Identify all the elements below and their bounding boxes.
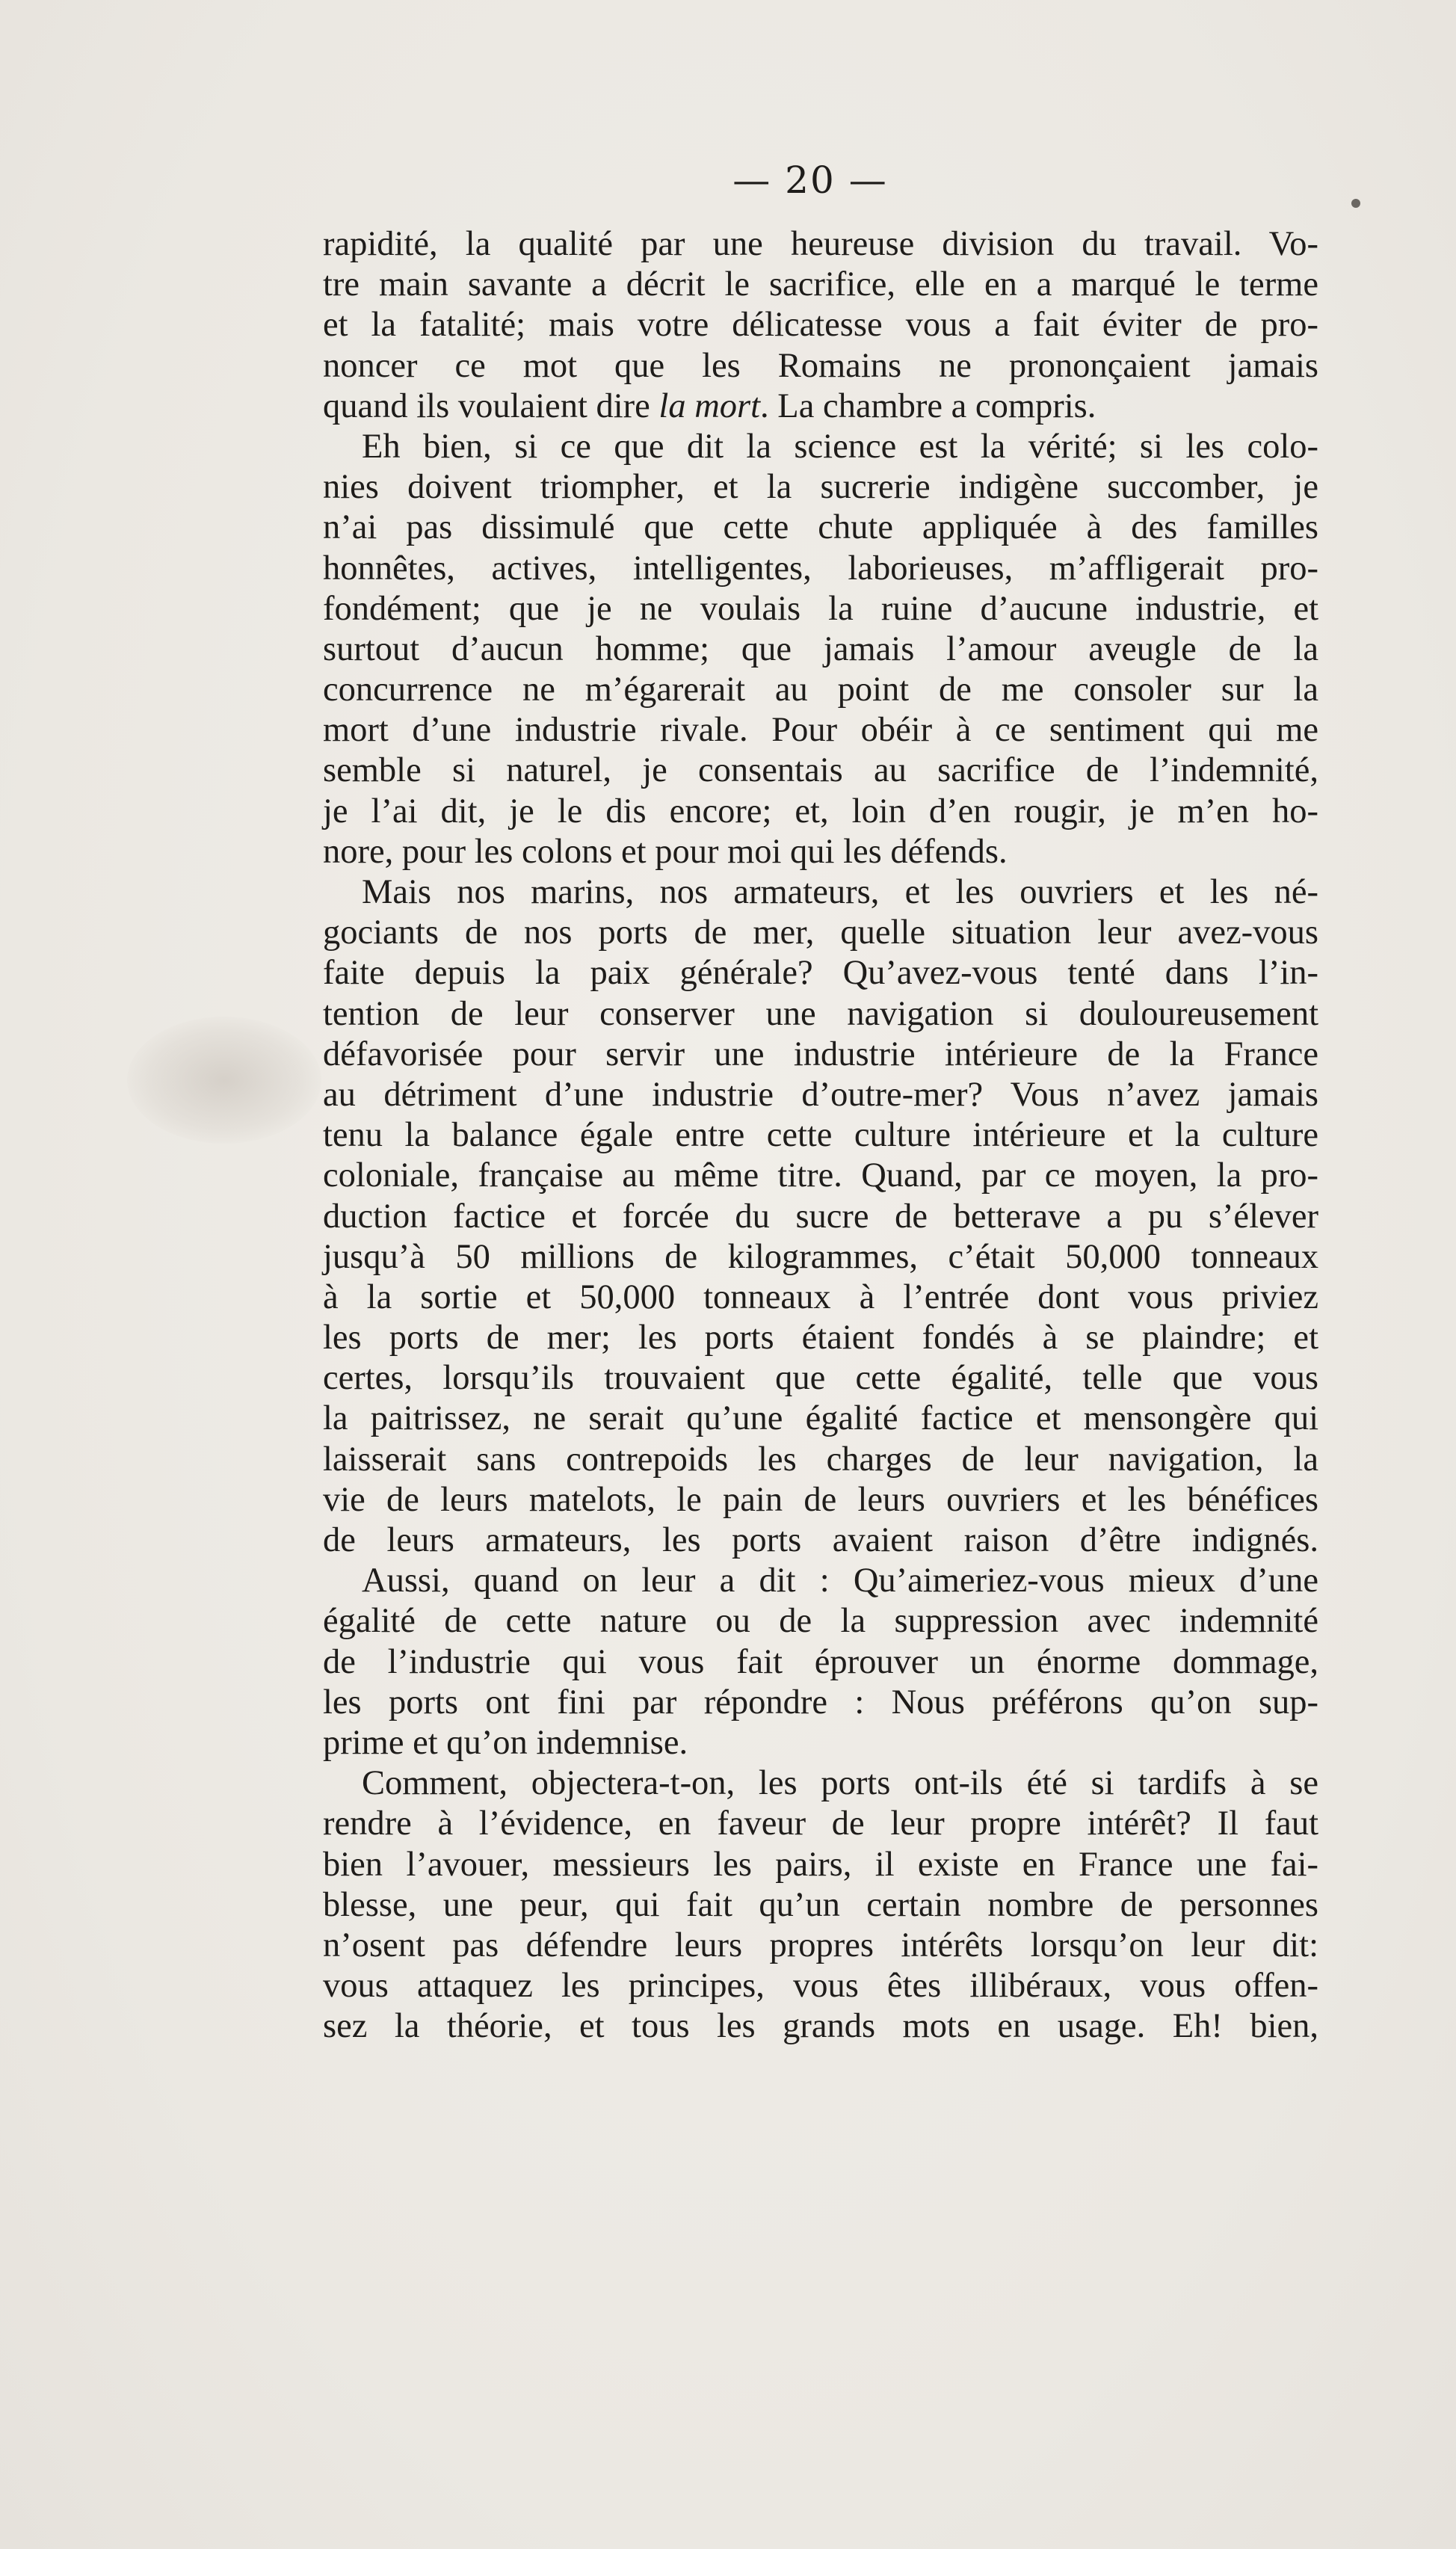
text-line: nies doivent triompher, et la sucrerie indigène succomber, je [323, 468, 1318, 507]
text-line: et la fatalité; mais votre délicatesse vous a fait éviter de pro- [323, 306, 1318, 345]
text-line: faite depuis la paix générale? Qu’avez-vous tenté dans l’in- [323, 954, 1318, 993]
italic-text: la mort [658, 386, 761, 425]
body-text [323, 224, 1318, 2047]
text-line: je l’ai dit, je le dis encore; et, loin d’en rougir, je m’en ho- [323, 792, 1318, 830]
text-segment: quand ils voulaient dire [323, 386, 659, 425]
text-line: bien l’avouer, messieurs les pairs, il existe en France une fai- [323, 1845, 1318, 1884]
text-line: noncer ce mot que les Romains ne prononçaient jamais [323, 346, 1318, 385]
text-line: égalité de cette nature ou de la suppression avec indemnité [323, 1602, 1318, 1641]
text-line: certes, lorsqu’ils trouvaient que cette égalité, telle que vous [323, 1359, 1318, 1398]
paper-stain [127, 1017, 321, 1144]
text-line: prime et qu’on indemnise. [323, 1723, 688, 1762]
text-line: vie de leurs matelots, le pain de leurs ouvriers et les bénéfices [323, 1480, 1318, 1519]
text-line [323, 386, 1318, 427]
text-line: semble si naturel, je consentais au sacrifice de l’indemnité, [323, 751, 1318, 790]
text-line: Mais nos marins, nos armateurs, et les ouvriers et les né- [362, 873, 1318, 911]
text-line: au détriment d’une industrie d’outre-mer? Vous n’avez jamais [323, 1075, 1318, 1114]
text-line: Eh bien, si ce que dit la science est la vérité; si les colo- [362, 427, 1318, 466]
text-line: fondément; que je ne voulais la ruine d’aucune industrie, et [323, 589, 1318, 628]
text-line: rendre à l’évidence, en faveur de leur propre intérêt? Il faut [323, 1804, 1318, 1843]
text-segment: . La chambre a compris. [760, 386, 1096, 425]
text-line: rapidité, la qualité par une heureuse division du travail. Vo- [323, 225, 1318, 263]
text-line: de leurs armateurs, les ports avaient raison d’être indignés. [323, 1521, 1318, 1559]
text-line: jusqu’à 50 millions de kilogrammes, c’était 50,000 tonneaux [323, 1237, 1318, 1276]
text-line: n’osent pas défendre leurs propres intérêts lorsqu’on leur dit: [323, 1926, 1318, 1964]
text-line: Aussi, quand on leur a dit : Qu’aimeriez-vous mieux d’une [362, 1562, 1318, 1600]
text-line: vous attaquez les principes, vous êtes illibéraux, vous offen- [323, 1967, 1318, 2006]
text-line: n’ai pas dissimulé que cette chute appliquée à des familles [323, 508, 1318, 547]
text-line: concurrence ne m’égarerait au point de me consoler sur la [323, 671, 1318, 709]
text-line: duction factice et forcée du sucre de betterave a pu s’élever [323, 1197, 1318, 1236]
text-line: la paitrissez, ne serait qu’une égalité factice et mensongère qui [323, 1399, 1318, 1438]
text-line: les ports de mer; les ports étaient fondés à se plaindre; et [323, 1319, 1318, 1357]
text-line: coloniale, française au même titre. Quand, par ce moyen, la pro- [323, 1156, 1318, 1195]
text-line: mort d’une industrie rivale. Pour obéir à ce sentiment qui me [323, 711, 1318, 750]
text-line: tenu la balance égale entre cette culture intérieure et la culture [323, 1116, 1318, 1155]
text-line: sez la théorie, et tous les grands mots en usage. Eh! bien, [323, 2007, 1318, 2046]
text-line: blesse, une peur, qui fait qu’un certain nombre de personnes [323, 1885, 1318, 1924]
text-line: tre main savante a décrit le sacrifice, elle en a marqué le terme [323, 265, 1318, 304]
text-line: à la sortie et 50,000 tonneaux à l’entrée dont vous priviez [323, 1277, 1318, 1316]
text-line: nore, pour les colons et pour moi qui les défends. [323, 832, 1008, 871]
text-line: surtout d’aucun homme; que jamais l’amour aveugle de la [323, 629, 1318, 668]
text-line: Comment, objectera-t-on, les ports ont-ils été si tardifs à se [362, 1764, 1318, 1803]
page-number: — 20 — [732, 158, 888, 202]
text-line: les ports ont fini par répondre : Nous préférons qu’on sup- [323, 1683, 1318, 1722]
text-line: gociants de nos ports de mer, quelle situation leur avez-vous [323, 913, 1318, 952]
text-line: de l’industrie qui vous fait éprouver un énorme dommage, [323, 1642, 1318, 1681]
text-line: honnêtes, actives, intelligentes, laborieuses, m’affligerait pro- [323, 549, 1318, 588]
text-line: tention de leur conserver une navigation si douloureusement [323, 994, 1318, 1033]
text-line: défavorisée pour servir une industrie intérieure de la France [323, 1035, 1318, 1073]
text-line: laisserait sans contrepoids les charges de leur navigation, la [323, 1440, 1318, 1479]
